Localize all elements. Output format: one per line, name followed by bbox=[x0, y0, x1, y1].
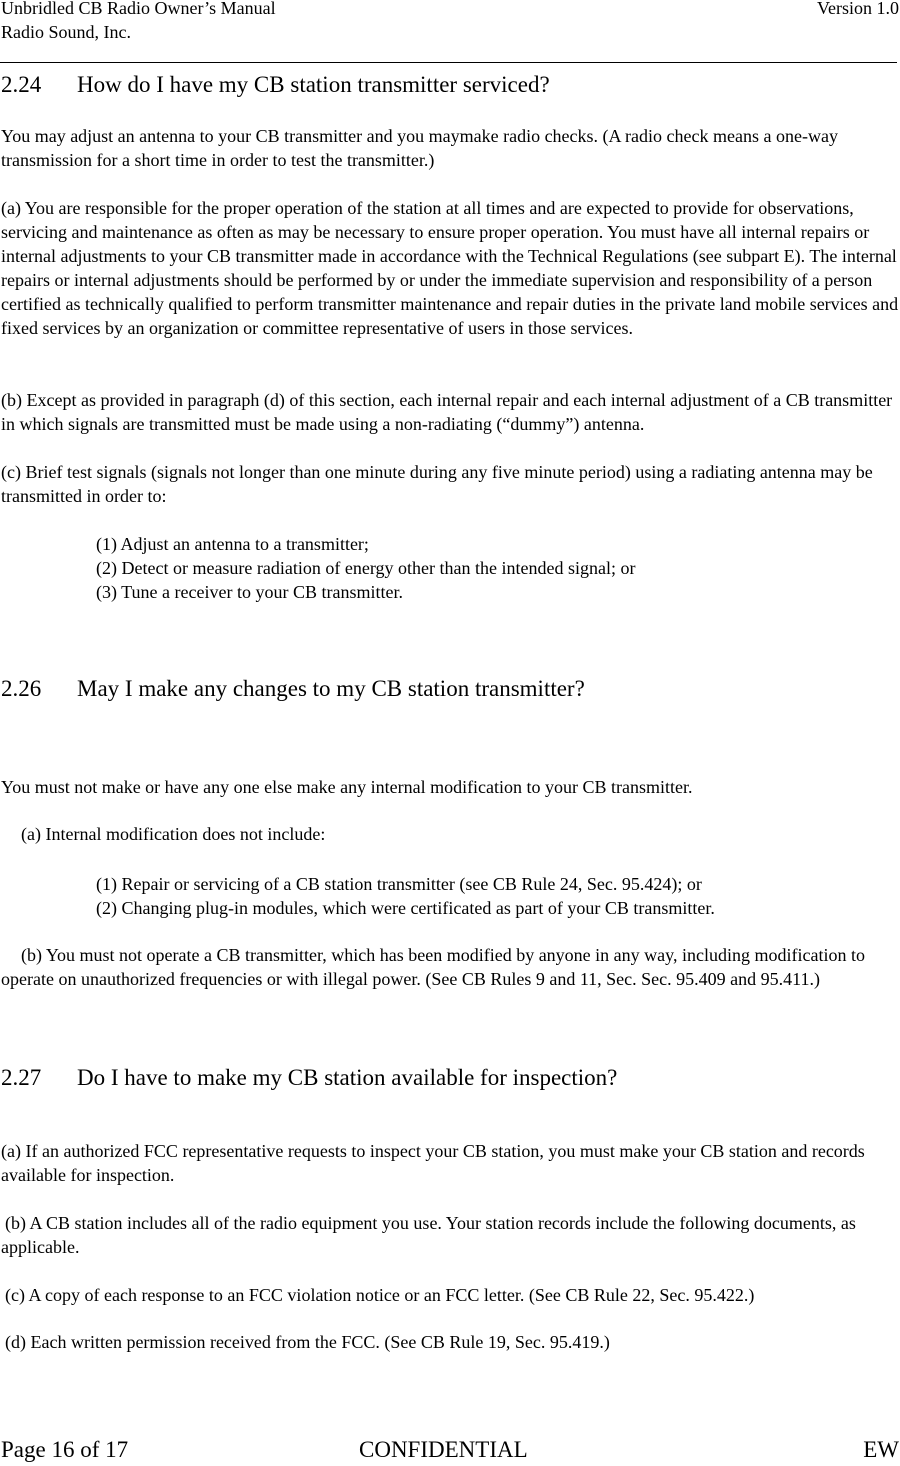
list-item: (3) Tune a receiver to your CB transmitter. bbox=[96, 582, 403, 602]
header-divider bbox=[0, 62, 897, 63]
list-item: (1) Adjust an antenna to a transmitter; bbox=[96, 534, 369, 554]
manual-title: Unbridled CB Radio Owner’s Manual bbox=[1, 0, 276, 18]
section-227-para-b: (b) A CB station includes all of the radio equipment you use. Your station records include the following documents, as applicable. bbox=[1, 1213, 856, 1257]
section-title: May I make any changes to my CB station transmitter? bbox=[77, 676, 585, 701]
section-number: 2.24 bbox=[1, 72, 42, 97]
section-224-para-b: (b) Except as provided in paragraph (d) of this section, each internal repair and each internal adjustment of a CB transmitter in which signals are transmitted must be made using a non-radiating (“dummy”) antenna. bbox=[1, 390, 893, 434]
section-224-heading bbox=[1, 71, 550, 99]
section-227-para-d: (d) Each written permission received from the FCC. (See CB Rule 19, Sec. 95.419.) bbox=[5, 1332, 610, 1352]
list-item: (1) Repair or servicing of a CB station transmitter (see CB Rule 24, Sec. 95.424); or bbox=[96, 874, 702, 894]
section-227-para-a: (a) If an authorized FCC representative requests to inspect your CB station, you must make your CB station and records available for inspection. bbox=[1, 1141, 865, 1185]
section-226-para-a: (a) Internal modification does not include: bbox=[21, 824, 326, 844]
section-title: Do I have to make my CB station available for inspection? bbox=[77, 1065, 618, 1090]
section-226-heading bbox=[1, 675, 585, 703]
list-item: (2) Detect or measure radiation of energy other than the intended signal; or bbox=[96, 558, 636, 578]
section-224-intro: You may adjust an antenna to your CB transmitter and you maymake radio checks. (A radio check means a one-way transmission for a short time in order to test the transmitter.) bbox=[1, 126, 838, 170]
section-226-para-b: (b) You must not operate a CB transmitter, which has been modified by anyone in any way, including modification to operate on unauthorized frequencies or with illegal power. (See CB Rules 9 and 11, Sec. Sec. 95.409 and 95.411.) bbox=[1, 945, 865, 989]
section-number: 2.26 bbox=[1, 676, 42, 701]
section-227-para-c: (c) A copy of each response to an FCC violation notice or an FCC letter. (See CB Rule 22, Sec. 95.422.) bbox=[5, 1285, 755, 1305]
section-number: 2.27 bbox=[1, 1065, 42, 1090]
list-item: (2) Changing plug-in modules, which were certificated as part of your CB transmitter. bbox=[96, 898, 715, 918]
company-name: Radio Sound, Inc. bbox=[1, 22, 131, 42]
author-initials: EW bbox=[863, 1437, 899, 1462]
section-227-heading bbox=[1, 1064, 617, 1092]
section-title: How do I have my CB station transmitter serviced? bbox=[77, 72, 550, 97]
classification-label: CONFIDENTIAL bbox=[359, 1437, 528, 1462]
section-226-intro: You must not make or have any one else make any internal modification to your CB transmitter. bbox=[1, 777, 693, 797]
page-number: Page 16 of 17 bbox=[1, 1437, 129, 1462]
version-label: Version 1.0 bbox=[817, 0, 899, 18]
section-224-para-c: (c) Brief test signals (signals not longer than one minute during any five minute period) using a radiating antenna may be transmitted in order to: bbox=[1, 462, 873, 506]
section-224-para-a: (a) You are responsible for the proper operation of the station at all times and are expected to provide for observations, servicing and maintenance as often as may be necessary to ensure proper operation. You must have all internal repairs or internal adjustments to your CB transmitter made in accordance with the Technical Regulations (see subpart E). The internal repairs or internal adjustments should be performed by or under the immediate supervision and responsibility of a person certified as technically qualified to perform transmitter maintenance and repair duties in the private land mobile services and fixed services by an organization or committee representative of users in those services. bbox=[1, 198, 899, 338]
